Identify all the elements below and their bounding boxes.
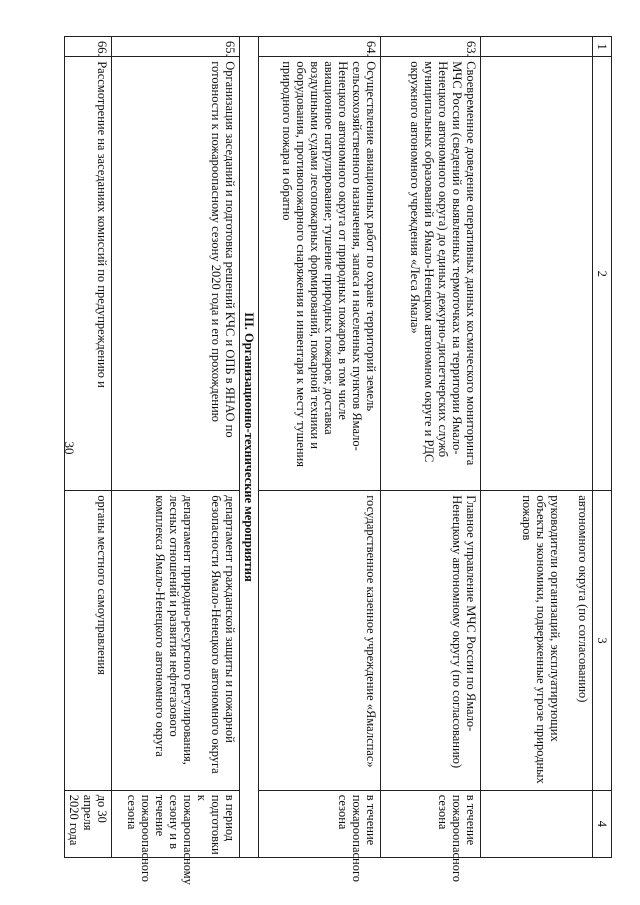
responsible-cell bbox=[112, 491, 240, 790]
responsible-text: департамент гражданской защиты и пожарной безопасности Ямало-Ненецкого автономного округа bbox=[209, 495, 237, 774]
section-row bbox=[240, 37, 259, 858]
table-row bbox=[381, 37, 481, 858]
period-cell: в течение пожароопасного сезона bbox=[259, 790, 381, 857]
measure-description: Осуществление авиационных работ по охране территорий земель сельскохозяйственного назначения, запаса и населенных пунктов Ямало-Ненецкого автономного округа от природных пожаров, в том числе авиационное патрулирование; тушение природных пожаров; доставка воздушными судами лесопожарных формирований, пожарной техники и оборудования, противопожарного снаряжения и инвентаря к месту тушения природного пожара и обратно bbox=[259, 57, 381, 491]
period-cell: до 30 апреля 2020 года bbox=[65, 790, 112, 857]
row-number: 66. bbox=[65, 37, 112, 57]
responsible-cell: государственное казенное учреждение «Ямалспас» bbox=[259, 491, 381, 790]
period-cell: в течение пожароопасного сезона bbox=[381, 790, 481, 857]
header-col-4: 4 bbox=[593, 790, 612, 857]
section-title: III. Организационно-технические мероприятия bbox=[240, 37, 259, 858]
responsible-text: автономного округа (по согласованию) bbox=[576, 495, 590, 703]
table-row bbox=[259, 37, 381, 858]
rotated-page bbox=[67, 36, 612, 885]
measures-table bbox=[64, 36, 612, 885]
responsible-cell: органы местного самоуправления bbox=[65, 491, 112, 790]
page-number: 30 bbox=[62, 441, 77, 455]
header-col-3: 3 bbox=[593, 491, 612, 790]
table-row bbox=[112, 37, 240, 858]
table-row bbox=[65, 37, 112, 858]
responsible-text: руководители организаций, эксплуатирующих объекты экономики, подверженные угрозе природных пожаров bbox=[520, 495, 562, 784]
responsible-cell: Главное управление МЧС России по Ямало-Ненецкому автономному округу (по согласованию) bbox=[381, 491, 481, 790]
table-row-continuation bbox=[481, 37, 593, 858]
header-row bbox=[593, 37, 612, 858]
measure-description: Своевременное доведение оперативных данных космического мониторинга МЧС России (сведений о выявленных термоточках на территории Ямало-Ненецкого автономного округа) до единых дежурно-диспетчерских служб муниципальных образований в Ямало-Ненецком автономном округе и РДС окружного автономного учреждения «Леса Ямала» bbox=[381, 57, 481, 491]
measure-description: Рассмотрение на заседаниях комиссий по предупреждению и bbox=[65, 57, 112, 491]
header-col-1: 1 bbox=[593, 37, 612, 57]
period-cell: в период подготовки к пожароопасному сезону и в течение пожароопасного сезона bbox=[112, 790, 240, 857]
responsible-cell bbox=[481, 491, 593, 790]
row-number: 63. bbox=[381, 37, 481, 57]
measure-description: Организация заседаний и подготовка решений КЧС и ОПБ в ЯНАО по готовности к пожароопасному сезону 2020 года и его прохождению bbox=[112, 57, 240, 491]
header-col-2: 2 bbox=[593, 57, 612, 491]
responsible-text: департамент природно-ресурсного регулирования, лесных отношений и развития нефтегазового комплекса Ямало-Ненецкого автономного округа bbox=[153, 495, 195, 765]
row-number: 64. bbox=[259, 37, 381, 57]
row-number: 65. bbox=[112, 37, 240, 57]
